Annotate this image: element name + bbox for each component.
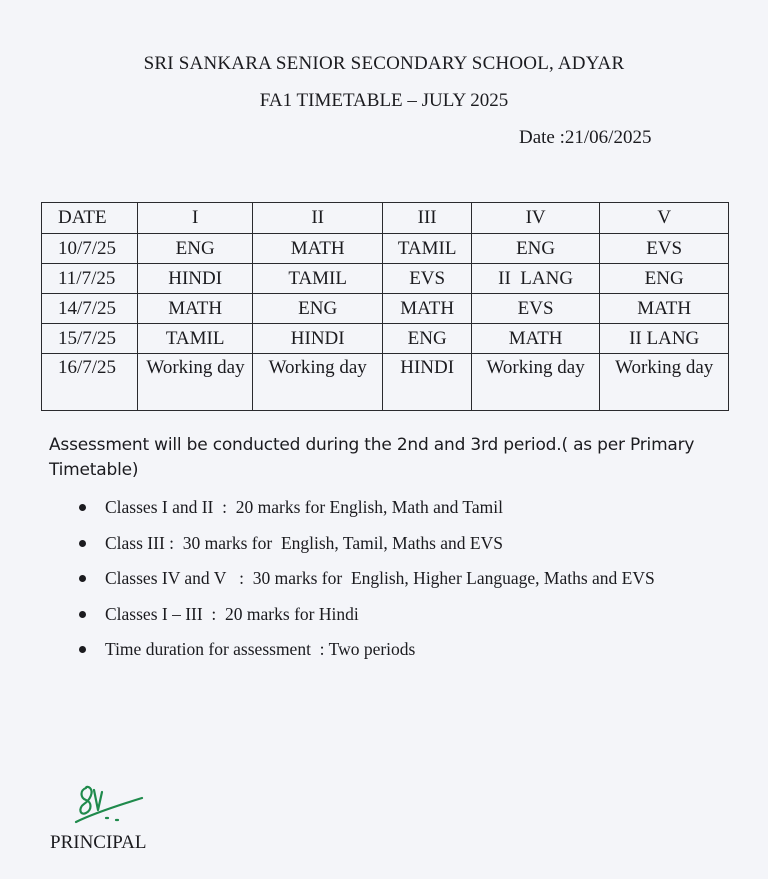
subject-cell: ENG (471, 234, 600, 264)
subject-cell: II LANG (600, 324, 729, 354)
table-row (42, 234, 729, 264)
table-row (42, 294, 729, 324)
bullet-icon (79, 646, 86, 653)
column-header-class-iv: IV (471, 203, 600, 234)
table-row (42, 324, 729, 354)
list-item (72, 565, 655, 601)
school-name: SRI SANKARA SENIOR SECONDARY SCHOOL, ADYAR (143, 53, 625, 74)
timetable (41, 202, 729, 411)
subject-cell: TAMIL (138, 324, 253, 354)
assessment-rules-list (72, 494, 655, 672)
subject-cell: HINDI (138, 264, 253, 294)
subject-cell: Working day (138, 354, 253, 411)
subject-cell: MATH (471, 324, 600, 354)
subject-cell: MATH (252, 234, 383, 264)
bullet-icon (79, 504, 86, 511)
subject-cell: MATH (600, 294, 729, 324)
date-cell: 15/7/25 (42, 324, 138, 354)
subject-cell: MATH (138, 294, 253, 324)
date-cell: 14/7/25 (42, 294, 138, 324)
signature-icon (72, 780, 152, 832)
table-row (42, 354, 729, 411)
rule-text: Time duration for assessment : Two periods (105, 639, 416, 659)
subject-cell: TAMIL (252, 264, 383, 294)
subject-cell: Working day (471, 354, 600, 411)
subject-cell: TAMIL (383, 234, 471, 264)
list-item (72, 530, 655, 566)
document-date: Date :21/06/2025 (519, 127, 652, 148)
subject-cell: II LANG (471, 264, 600, 294)
date-cell: 11/7/25 (42, 264, 138, 294)
subject-cell: ENG (600, 264, 729, 294)
assessment-note: Assessment will be conducted during the 2nd and 3rd period.( as per Primary Timetable) (49, 435, 695, 480)
subject-cell: Working day (600, 354, 729, 411)
subject-cell: EVS (383, 264, 471, 294)
bullet-icon (79, 611, 86, 618)
date-cell: 16/7/25 (42, 354, 138, 411)
column-header-class-ii: II (252, 203, 383, 234)
bullet-icon (79, 575, 86, 582)
rule-text: Classes I – III : 20 marks for Hindi (105, 603, 359, 624)
rule-text: Class III : 30 marks for English, Tamil, Maths and EVS (105, 532, 503, 553)
subject-cell: ENG (383, 324, 471, 354)
column-header-date: DATE (42, 203, 138, 234)
list-item (72, 601, 655, 637)
column-header-class-v: V (600, 203, 729, 234)
date-cell: 10/7/25 (42, 234, 138, 264)
subject-cell: EVS (471, 294, 600, 324)
list-item (72, 636, 655, 672)
principal-label: PRINCIPAL (50, 832, 147, 853)
subject-cell: ENG (252, 294, 383, 324)
table-header-row (42, 203, 729, 234)
rule-text: Classes I and II : 20 marks for English, Math and Tamil (105, 497, 503, 517)
rule-text: Classes IV and V : 30 marks for English, Higher Language, Maths and EVS (105, 568, 655, 588)
subject-cell: Working day (252, 354, 383, 411)
list-item (72, 494, 655, 530)
column-header-class-i: I (138, 203, 253, 234)
column-header-class-iii: III (383, 203, 471, 234)
subject-cell: HINDI (252, 324, 383, 354)
subject-cell: MATH (383, 294, 471, 324)
subject-cell: HINDI (383, 354, 471, 411)
document-title: FA1 TIMETABLE – JULY 2025 (259, 90, 509, 111)
bullet-icon (79, 540, 86, 547)
table-row (42, 264, 729, 294)
subject-cell: ENG (138, 234, 253, 264)
subject-cell: EVS (600, 234, 729, 264)
